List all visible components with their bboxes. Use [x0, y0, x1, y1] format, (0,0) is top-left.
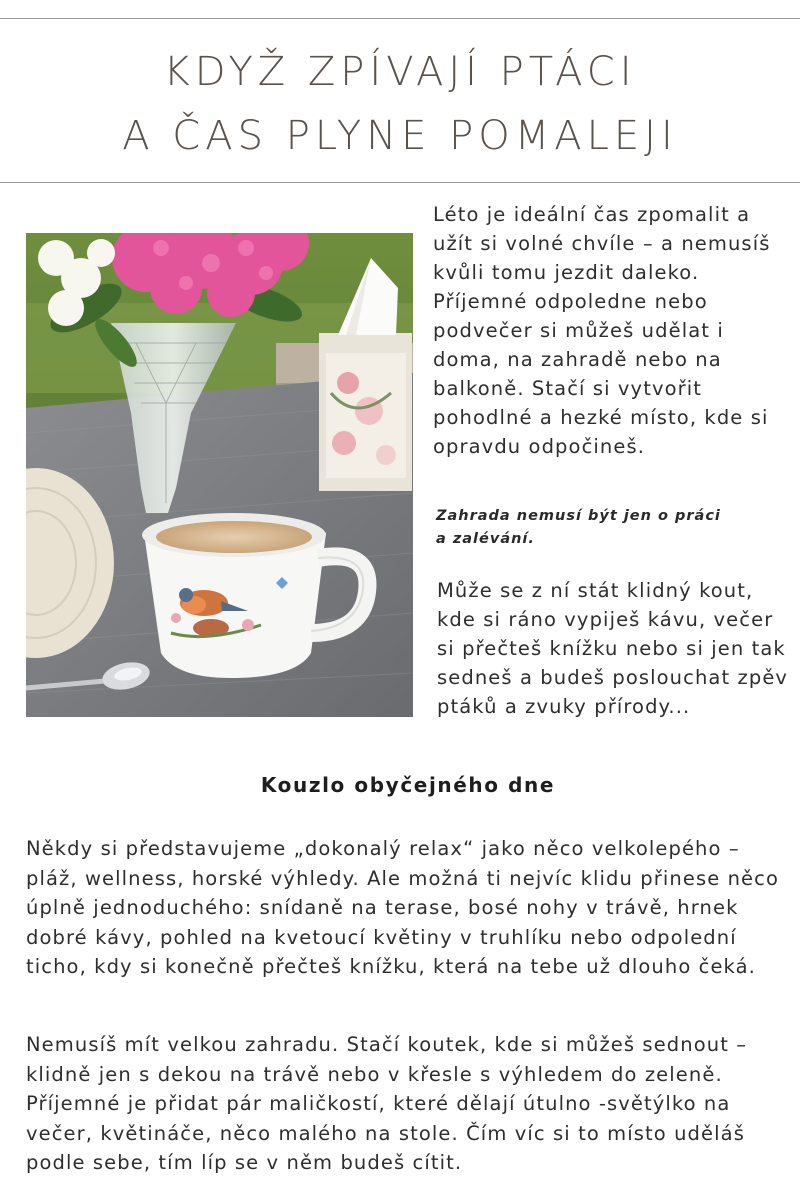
body-paragraph-2: Nemusíš mít velkou zahradu. Stačí koutek, kde si můžeš sednout – klidně jen s dekou na trávě nebo v křesle s výhledem do zeleně. Příjemné je přidat pár maličkostí, které dělají útulno -světýlko na večer, květináče, něco malého na stole. Čím víc si to místo uděláš podle sebe, tím líp se v něm budeš cítit.	[26, 1033, 748, 1174]
pull-quote-line-2: a zalévání.	[436, 531, 535, 547]
intro-paragraph: Léto je ideální čas zpomalit a užít si volné chvíle – a nemusíš kvůli tomu jezdit daleko. Příjemné odpoledne nebo podvečer si můžeš udělat i doma, na zahradě nebo na balkoně. Stačí si vytvořit pohodlné a hezké místo, kde si opravdu odpočineš.	[433, 203, 771, 458]
page-title	[0, 40, 800, 168]
title-line-1: KDYŽ ZPÍVAJÍ PTÁCI	[163, 49, 637, 95]
pull-quote-line-1: Zahrada nemusí být jen o práci	[436, 508, 721, 524]
top-rule	[0, 18, 800, 19]
body-paragraph-1: Někdy si představujeme „dokonalý relax“ jako něco velkolepého – pláž, wellness, horské výhledy. Ale možná ti nejvíc klidu přinese něco úplně jednoduchého: snídaně na terase, bosé nohy v trávě, hrnek dobré kávy, pohled na kvetoucí květiny v truhlíku nebo odpolední ticho, kdy si konečně přečteš knížku, která na tebe už dlouho čeká.	[26, 837, 780, 978]
coffee-garden-photo	[26, 233, 413, 717]
title-bottom-rule	[0, 182, 800, 183]
pull-quote	[436, 505, 776, 551]
second-paragraph: Může se z ní stát klidný kout, kde si ráno vypiješ kávu, večer si přečteš knížku nebo si jen tak sedneš a budeš poslouchat zpěv ptáků a zvuky přírody...	[437, 579, 789, 718]
section-heading: Kouzlo obyčejného dne	[260, 773, 556, 797]
title-line-2: A ČAS PLYNE POMALEJI	[122, 113, 678, 159]
